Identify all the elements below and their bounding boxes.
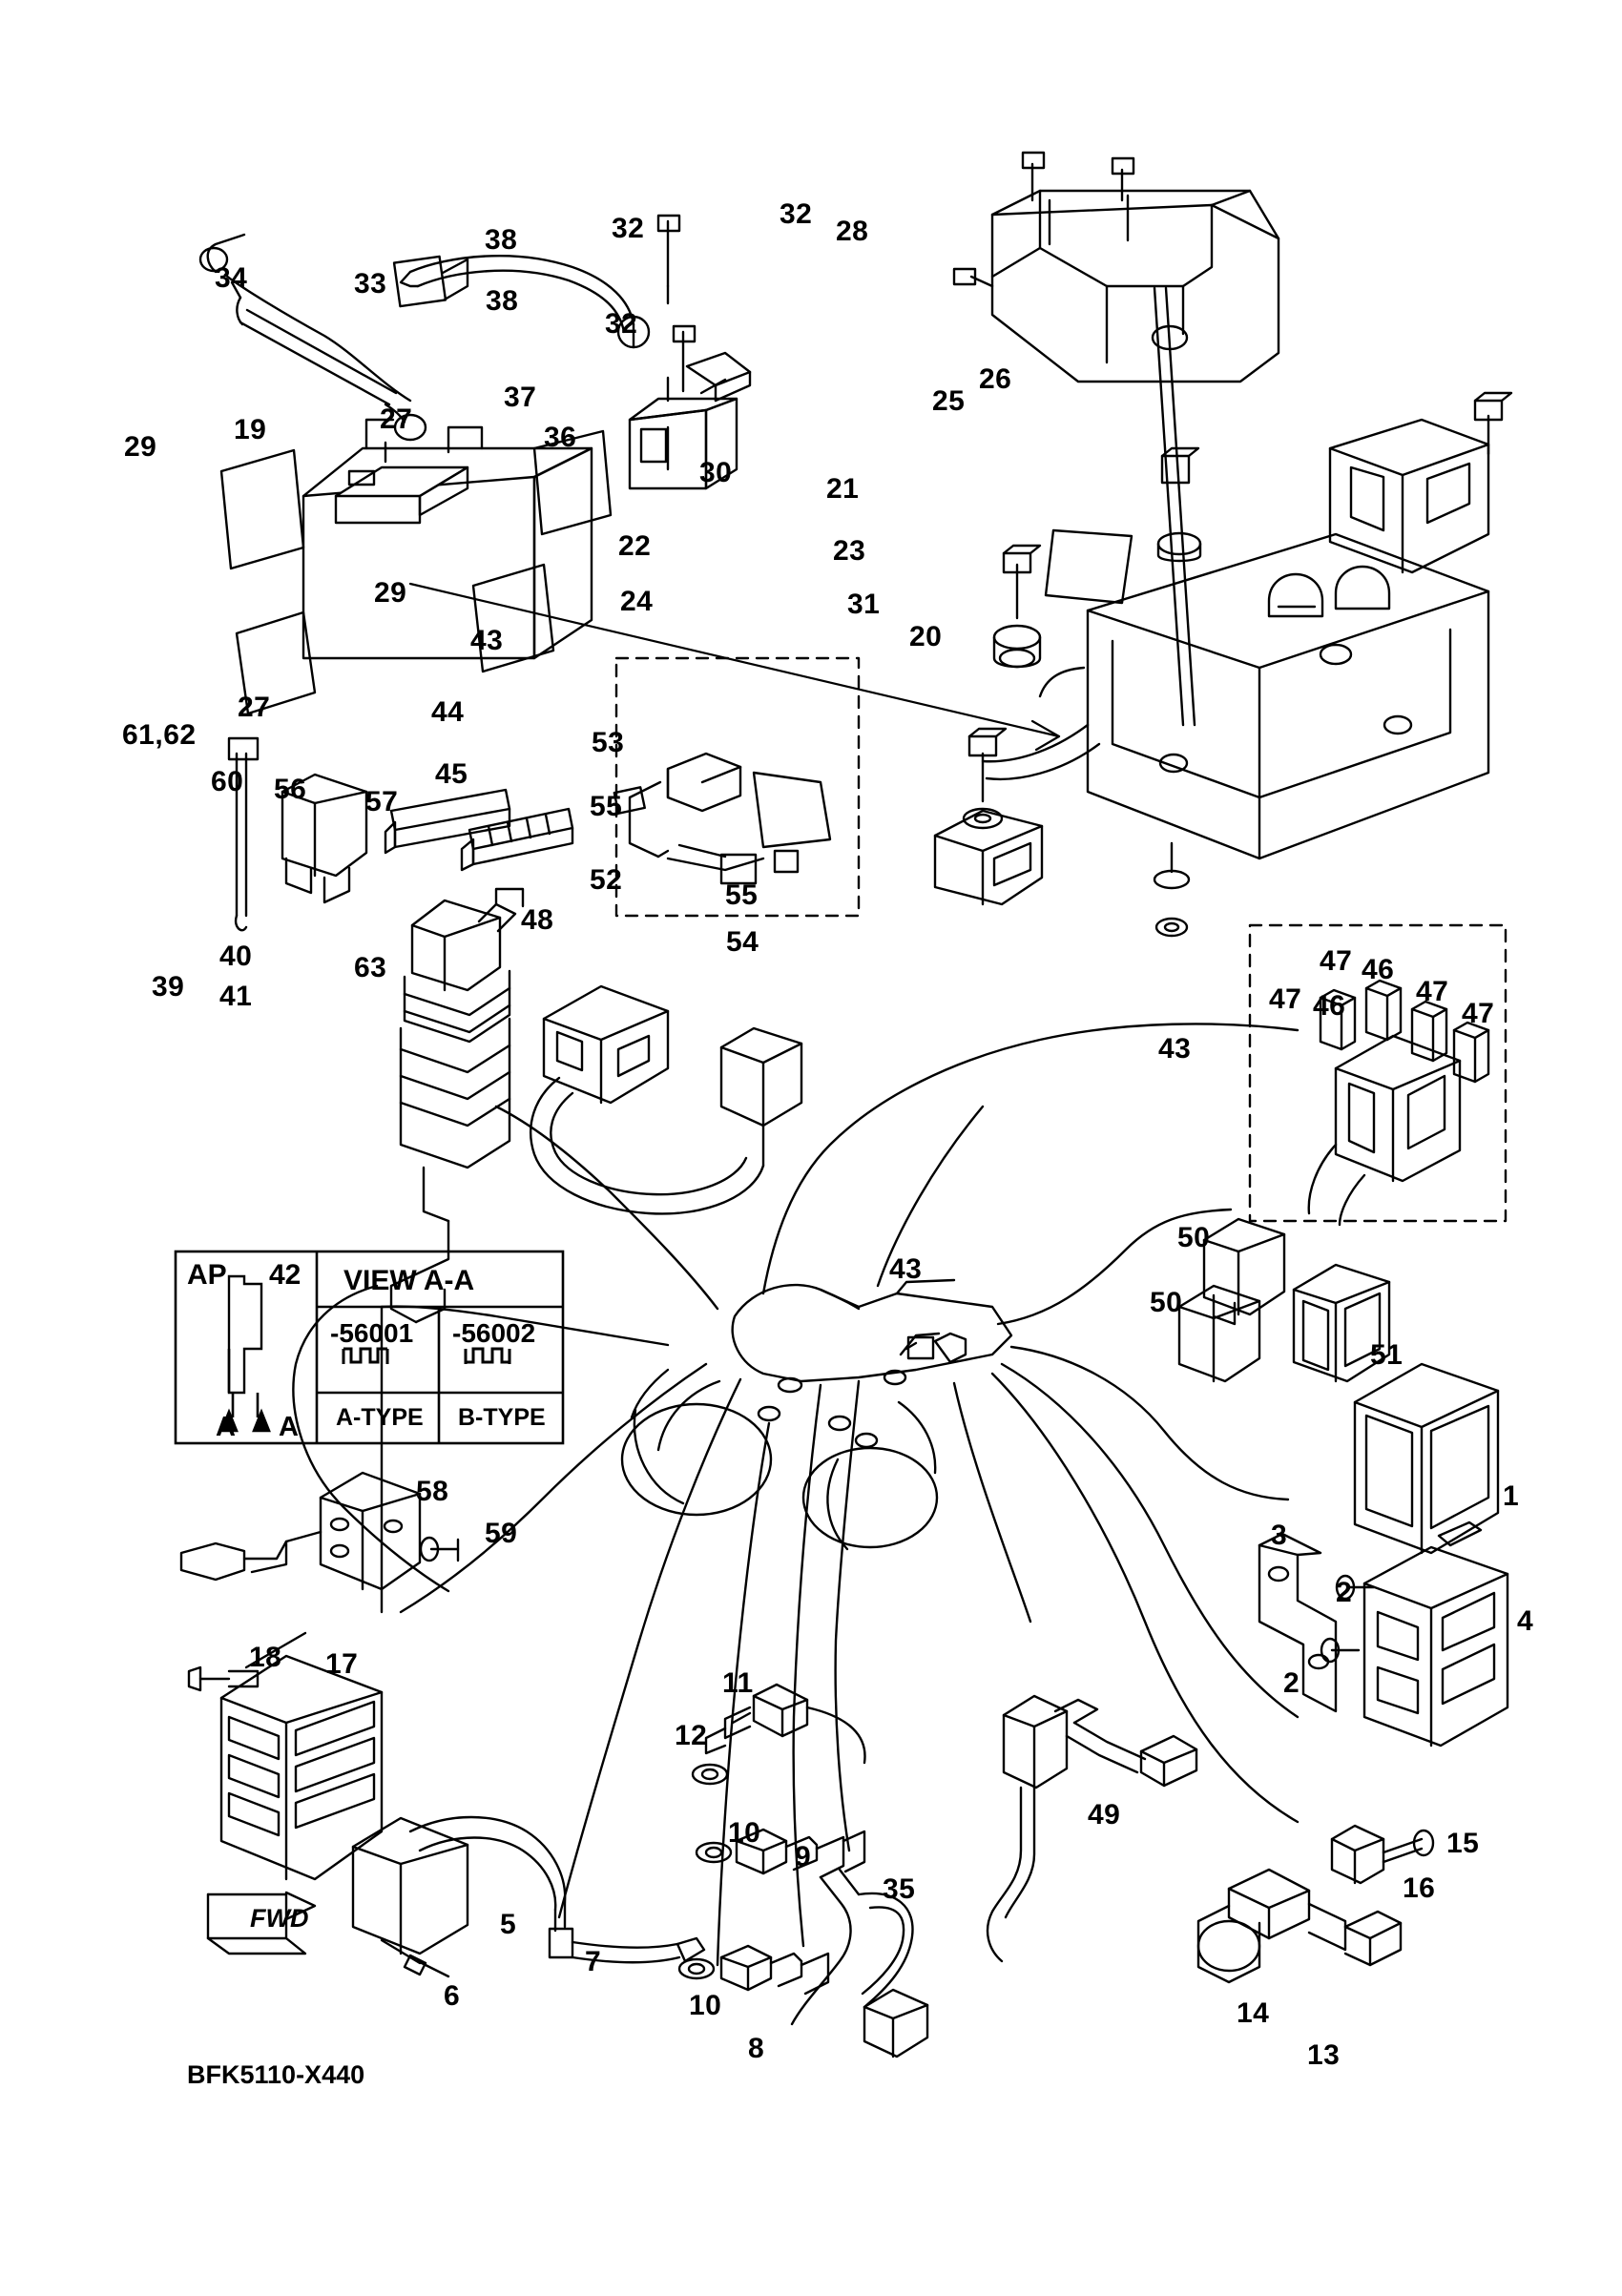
callout-number: 52 <box>590 864 623 896</box>
view-aa-box <box>174 1250 565 1445</box>
callout-number: 30 <box>699 457 733 488</box>
callout-number: 55 <box>590 791 623 822</box>
callout-number: 24 <box>620 586 654 617</box>
callout-number: 38 <box>486 285 519 317</box>
callout-number: 8 <box>748 2033 765 2064</box>
callout-number: 15 <box>1446 1828 1480 1859</box>
callout-number: 25 <box>932 385 966 417</box>
callout-number: 53 <box>592 727 625 758</box>
callout-number: 10 <box>689 1990 722 2021</box>
callout-number: 9 <box>795 1841 812 1872</box>
callout-number: 43 <box>1158 1033 1192 1065</box>
callout-number: 49 <box>1088 1799 1121 1831</box>
callout-number: 28 <box>836 216 869 247</box>
callout-number: 38 <box>485 224 518 256</box>
callout-number: 36 <box>544 422 577 453</box>
callout-number: 26 <box>979 363 1012 395</box>
callout-number: 63 <box>354 952 387 983</box>
callout-number: 27 <box>380 403 413 435</box>
callout-number: 58 <box>416 1476 449 1507</box>
callout-number: 56 <box>274 774 307 805</box>
callout-number: 46 <box>1362 954 1395 985</box>
callout-number: 3 <box>1271 1520 1288 1551</box>
callout-number: 61,62 <box>122 719 197 751</box>
view-aa-arrow-right-label: A <box>279 1412 299 1442</box>
callout-number: 34 <box>215 262 248 294</box>
callout-number: 17 <box>325 1648 359 1680</box>
callout-number: 44 <box>431 696 465 728</box>
callout-number: 60 <box>211 766 244 797</box>
callout-number: 47 <box>1320 945 1353 977</box>
view-aa-left-type: A-TYPE <box>336 1404 424 1431</box>
callout-number: 55 <box>725 879 759 911</box>
callout-number: 21 <box>826 473 860 505</box>
view-aa-title: VIEW A-A <box>343 1265 475 1296</box>
callout-number: 48 <box>521 904 554 936</box>
callout-number: 43 <box>470 625 504 656</box>
callout-number: 40 <box>219 941 253 972</box>
callout-number: 32 <box>780 198 813 230</box>
callout-number: 12 <box>675 1720 708 1751</box>
callout-number: 18 <box>249 1642 282 1673</box>
callout-number: 51 <box>1370 1339 1404 1371</box>
view-aa-key-number: 42 <box>269 1259 302 1291</box>
callout-number: 19 <box>234 414 267 445</box>
callout-number: 7 <box>585 1946 602 1977</box>
callout-number: 4 <box>1517 1605 1534 1637</box>
callout-number: 10 <box>728 1817 761 1849</box>
callout-number: 47 <box>1462 998 1495 1029</box>
callout-number: 33 <box>354 268 387 300</box>
callout-number: 50 <box>1150 1287 1183 1318</box>
callout-number: 39 <box>152 971 185 1003</box>
callout-number: 2 <box>1336 1577 1353 1608</box>
callout-number: 16 <box>1403 1872 1436 1904</box>
callout-number: 31 <box>847 589 881 620</box>
callout-number: 2 <box>1283 1667 1300 1699</box>
callout-number: 5 <box>500 1909 517 1940</box>
view-aa-arrow-left-label: A <box>216 1412 236 1442</box>
callout-number: 37 <box>504 382 537 413</box>
callout-number: 45 <box>435 758 468 790</box>
callout-number: 59 <box>485 1518 518 1549</box>
diagram-part-code: BFK5110-X440 <box>187 2060 365 2089</box>
callout-number: 6 <box>444 1980 461 2012</box>
callout-number: 1 <box>1503 1480 1520 1512</box>
callout-number: 54 <box>726 926 759 958</box>
callout-number: 32 <box>605 308 638 340</box>
callout-number: 22 <box>618 530 652 562</box>
callout-number: 13 <box>1307 2039 1341 2071</box>
callout-number: 46 <box>1313 990 1346 1022</box>
fwd-marker-label: FWD <box>250 1904 309 1933</box>
callout-number: 14 <box>1237 1997 1270 2029</box>
callout-number: 27 <box>238 692 271 723</box>
callout-number: 50 <box>1177 1222 1211 1253</box>
callout-number: 47 <box>1269 983 1302 1015</box>
callout-number: 32 <box>612 213 645 244</box>
view-aa-key-label: AP <box>187 1259 227 1291</box>
callout-number: 29 <box>374 577 407 609</box>
callout-number: 23 <box>833 535 866 567</box>
callout-number: 57 <box>365 786 399 817</box>
callout-number: 20 <box>909 621 943 652</box>
view-aa-right-type: B-TYPE <box>458 1404 546 1431</box>
callout-number: 29 <box>124 431 157 463</box>
callout-number: 11 <box>722 1667 754 1699</box>
view-aa-right-code: -56002 <box>452 1318 536 1348</box>
callout-number: 43 <box>889 1253 923 1285</box>
callout-number: 35 <box>883 1873 916 1905</box>
callout-number: 47 <box>1416 976 1449 1007</box>
callout-number: 41 <box>219 981 253 1012</box>
view-aa-left-code: -56001 <box>330 1318 414 1348</box>
